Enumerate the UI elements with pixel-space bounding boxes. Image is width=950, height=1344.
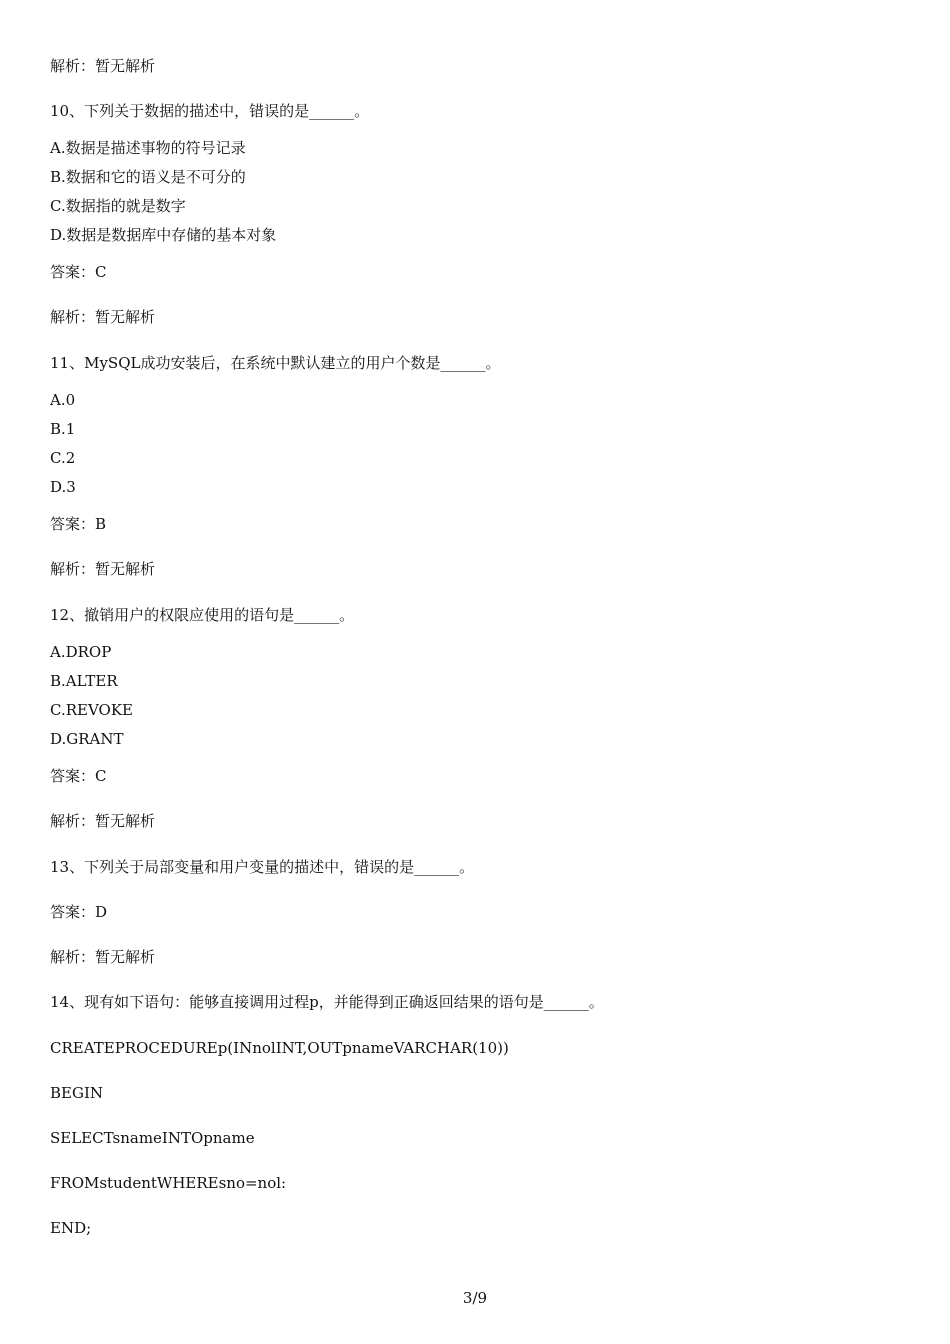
option-12-c: C.REVOKE <box>50 701 133 719</box>
analysis-13: 解析：暂无解析 <box>50 948 156 966</box>
option-10-c: C.数据指的就是数字 <box>50 197 186 215</box>
option-12-b: B.ALTER <box>50 672 118 690</box>
option-11-d: D.3 <box>50 478 76 496</box>
code-line-4: FROMstudentWHEREsno=nol: <box>50 1174 287 1192</box>
question-11: 11、MySQL成功安装后，在系统中默认建立的用户个数是______。 <box>50 354 501 372</box>
option-10-d: D.数据是数据库中存储的基本对象 <box>50 226 277 244</box>
answer-13: 答案：D <box>50 903 108 921</box>
question-10: 10、下列关于数据的描述中，错误的是______。 <box>50 102 370 120</box>
option-10-b: B.数据和它的语义是不可分的 <box>50 168 246 186</box>
analysis-12: 解析：暂无解析 <box>50 812 156 830</box>
option-12-d: D.GRANT <box>50 730 124 748</box>
question-12: 12、撤销用户的权限应使用的语句是______。 <box>50 606 355 624</box>
code-line-5: END; <box>50 1219 92 1237</box>
question-13: 13、下列关于局部变量和用户变量的描述中，错误的是______。 <box>50 858 475 876</box>
option-11-a: A.0 <box>50 391 76 409</box>
code-line-3: SELECTsnameINTOpname <box>50 1129 255 1147</box>
option-11-b: B.1 <box>50 420 76 438</box>
answer-10: 答案：C <box>50 263 107 281</box>
code-line-1: CREATEPROCEDUREp(INnolINT,OUTpnameVARCHAR(10)) <box>50 1039 509 1057</box>
option-11-c: C.2 <box>50 449 76 467</box>
answer-12: 答案：C <box>50 767 107 785</box>
analysis-11: 解析：暂无解析 <box>50 560 156 578</box>
page-number: 3/9 <box>462 1289 488 1307</box>
option-10-a: A.数据是描述事物的符号记录 <box>50 139 246 157</box>
question-14: 14、现有如下语句：能够直接调用过程p，并能得到正确返回结果的语句是______。 <box>50 993 604 1011</box>
answer-11: 答案：B <box>50 515 107 533</box>
analysis-q9: 解析：暂无解析 <box>50 57 156 75</box>
option-12-a: A.DROP <box>50 643 112 661</box>
code-line-2: BEGIN <box>50 1084 104 1102</box>
analysis-10: 解析：暂无解析 <box>50 308 156 326</box>
